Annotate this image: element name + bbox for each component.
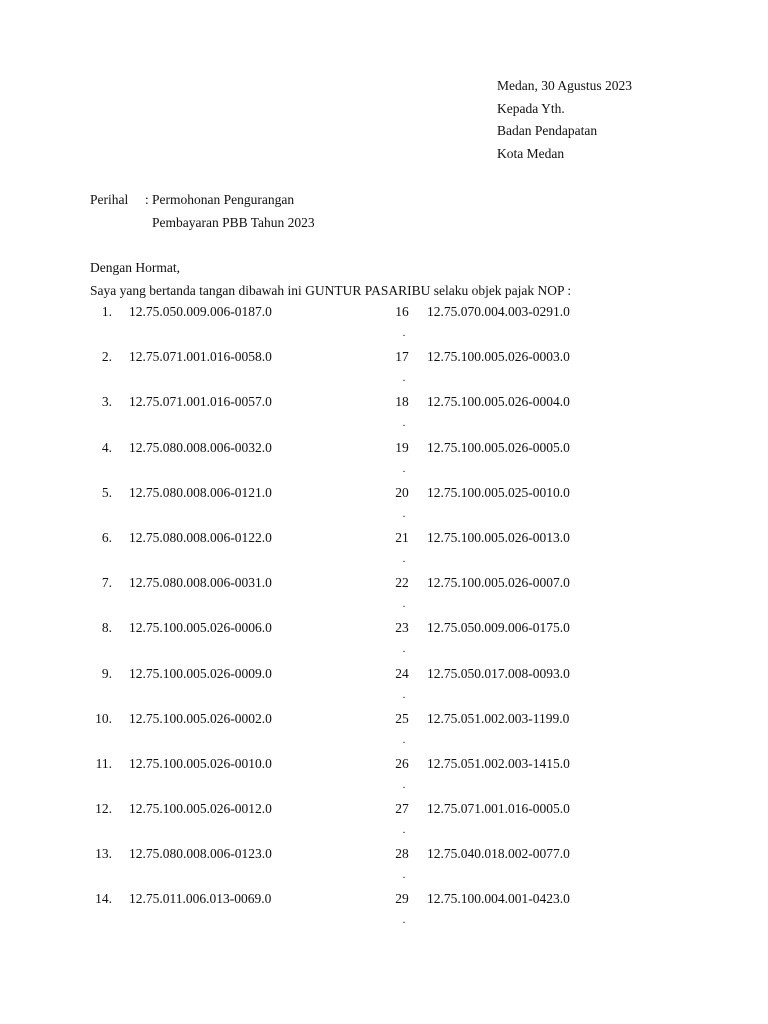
nop-list-item [390, 620, 650, 665]
nop-item-number: 20 [395, 484, 409, 500]
nop-list-item [390, 666, 650, 711]
nop-list-item [390, 711, 650, 756]
nop-list-item [90, 846, 350, 891]
subject-label: Perihal [90, 192, 129, 207]
nop-item-number-dot: . [402, 824, 406, 837]
nop-item-number-dot: . [402, 688, 406, 701]
recipient-line: Badan Pendapatan [497, 123, 598, 138]
nop-item-code: 12.75.051.002.003-1415.0 [427, 755, 570, 771]
nop-item-number-dot: . [402, 507, 406, 520]
nop-item-number-dot: . [402, 914, 406, 927]
greeting: Dengan Hormat, [90, 260, 180, 275]
nop-list-left [90, 304, 350, 937]
nop-list-item [90, 485, 350, 530]
nop-item-number-dot: . [402, 598, 406, 611]
nop-item-code: 12.75.051.002.003-1199.0 [427, 710, 570, 726]
nop-list-item [90, 801, 350, 846]
nop-item-code: 12.75.011.006.013-0069.0 [129, 891, 272, 907]
nop-item-number: 24 [395, 665, 409, 681]
nop-item-code: 12.75.100.005.026-0006.0 [129, 620, 272, 636]
nop-item-code: 12.75.080.008.006-0123.0 [129, 846, 272, 862]
nop-item-number: 1. [101, 304, 112, 319]
nop-item-number-dot: . [402, 417, 406, 430]
nop-item-number: 25 [395, 710, 409, 726]
nop-item-code: 12.75.100.005.026-0007.0 [427, 575, 570, 591]
nop-item-number: 5. [101, 484, 112, 500]
nop-item-number: 2. [101, 349, 112, 365]
nop-item-number: 8. [101, 620, 112, 636]
nop-item-code: 12.75.071.001.016-0058.0 [129, 349, 272, 365]
nop-item-number: 3. [101, 394, 112, 410]
nop-item-code: 12.75.100.005.026-0010.0 [129, 755, 272, 771]
nop-item-number: 13. [95, 846, 112, 862]
nop-item-code: 12.75.100.005.026-0009.0 [129, 665, 272, 681]
nop-list-right [390, 304, 650, 937]
nop-item-code: 12.75.100.005.026-0012.0 [129, 801, 272, 817]
nop-list-item [390, 575, 650, 620]
nop-item-number-dot: . [402, 733, 406, 746]
nop-list-item [90, 530, 350, 575]
nop-list-item [390, 801, 650, 846]
nop-item-number: 27 [395, 801, 409, 817]
nop-item-number: 18 [395, 394, 409, 410]
nop-item-code: 12.75.080.008.006-0031.0 [129, 575, 272, 591]
nop-item-code: 12.75.100.005.026-0005.0 [427, 439, 570, 455]
subject-colon: : [145, 192, 149, 207]
nop-item-number-dot: . [402, 643, 406, 656]
recipient-line: Kepada Yth. [497, 100, 565, 116]
nop-item-code: 12.75.100.005.025-0010.0 [427, 484, 570, 500]
nop-item-number: 22 [395, 575, 409, 591]
nop-item-number: 6. [101, 529, 112, 545]
nop-item-number: 14. [95, 891, 112, 907]
nop-item-number: 10. [95, 710, 112, 726]
nop-item-code: 12.75.100.004.001-0423.0 [427, 891, 570, 907]
nop-item-code: 12.75.050.017.008-0093.0 [427, 665, 570, 681]
place-date: Medan, 30 Agustus 2023 [497, 78, 632, 93]
nop-item-number: 4. [101, 439, 112, 455]
nop-item-code: 12.75.080.008.006-0121.0 [129, 484, 272, 500]
nop-list-item [90, 349, 350, 394]
nop-item-number: 28 [395, 846, 409, 862]
nop-list-item [390, 846, 650, 891]
nop-item-code: 12.75.080.008.006-0032.0 [129, 439, 272, 455]
nop-list-item [90, 620, 350, 665]
nop-item-number: 9. [101, 665, 112, 681]
nop-list-item [90, 711, 350, 756]
nop-list-item [390, 394, 650, 439]
nop-item-number-dot: . [402, 462, 406, 475]
nop-item-code: 12.75.050.009.006-0187.0 [129, 304, 272, 319]
nop-item-number: 29 [395, 891, 409, 907]
nop-item-code: 12.75.100.005.026-0013.0 [427, 529, 570, 545]
nop-item-number: 11. [95, 755, 112, 771]
nop-list-item [90, 440, 350, 485]
nop-list-item [390, 530, 650, 575]
nop-item-number-dot: . [402, 327, 406, 339]
nop-item-number: 7. [101, 575, 112, 591]
nop-item-code: 12.75.040.018.002-0077.0 [427, 846, 570, 862]
nop-item-code: 12.75.080.008.006-0122.0 [129, 529, 272, 545]
nop-item-code: 12.75.050.009.006-0175.0 [427, 620, 570, 636]
subject-text: Permohonan Pengurangan [152, 192, 295, 207]
nop-list-item [90, 666, 350, 711]
nop-item-number: 17 [395, 349, 409, 365]
nop-list-item [90, 394, 350, 439]
nop-item-number-dot: . [402, 869, 406, 882]
nop-list-item [390, 304, 650, 349]
subject-text: Pembayaran PBB Tahun 2023 [152, 215, 315, 230]
nop-item-number: 16 [395, 304, 409, 319]
nop-item-number-dot: . [402, 778, 406, 791]
recipient-line: Kota Medan [497, 145, 565, 161]
intro-paragraph: Saya yang bertanda tangan dibawah ini GUNTUR PASARIBU selaku objek pajak NOP : [90, 283, 572, 298]
nop-list-item [90, 304, 350, 349]
nop-item-code: 12.75.100.005.026-0004.0 [427, 394, 570, 410]
nop-item-number: 21 [395, 529, 409, 545]
address-block [497, 78, 632, 168]
nop-item-number-dot: . [402, 552, 406, 565]
nop-list-item [90, 756, 350, 801]
nop-item-number-dot: . [402, 372, 406, 385]
nop-list-item [390, 756, 650, 801]
nop-item-code: 12.75.100.005.026-0003.0 [427, 349, 570, 365]
nop-list-item [390, 891, 650, 936]
nop-item-number: 12. [95, 801, 112, 817]
nop-item-number: 19 [395, 439, 409, 455]
nop-list-item [390, 349, 650, 394]
nop-item-code: 12.75.071.001.016-0005.0 [427, 801, 570, 817]
nop-list-item [390, 440, 650, 485]
nop-list-item [390, 485, 650, 530]
nop-list-item [90, 575, 350, 620]
nop-item-number: 26 [395, 755, 409, 771]
nop-item-code: 12.75.070.004.003-0291.0 [427, 304, 570, 319]
nop-list-item [90, 891, 350, 936]
nop-item-code: 12.75.071.001.016-0057.0 [129, 394, 272, 410]
nop-item-code: 12.75.100.005.026-0002.0 [129, 710, 272, 726]
nop-item-number: 23 [395, 620, 409, 636]
